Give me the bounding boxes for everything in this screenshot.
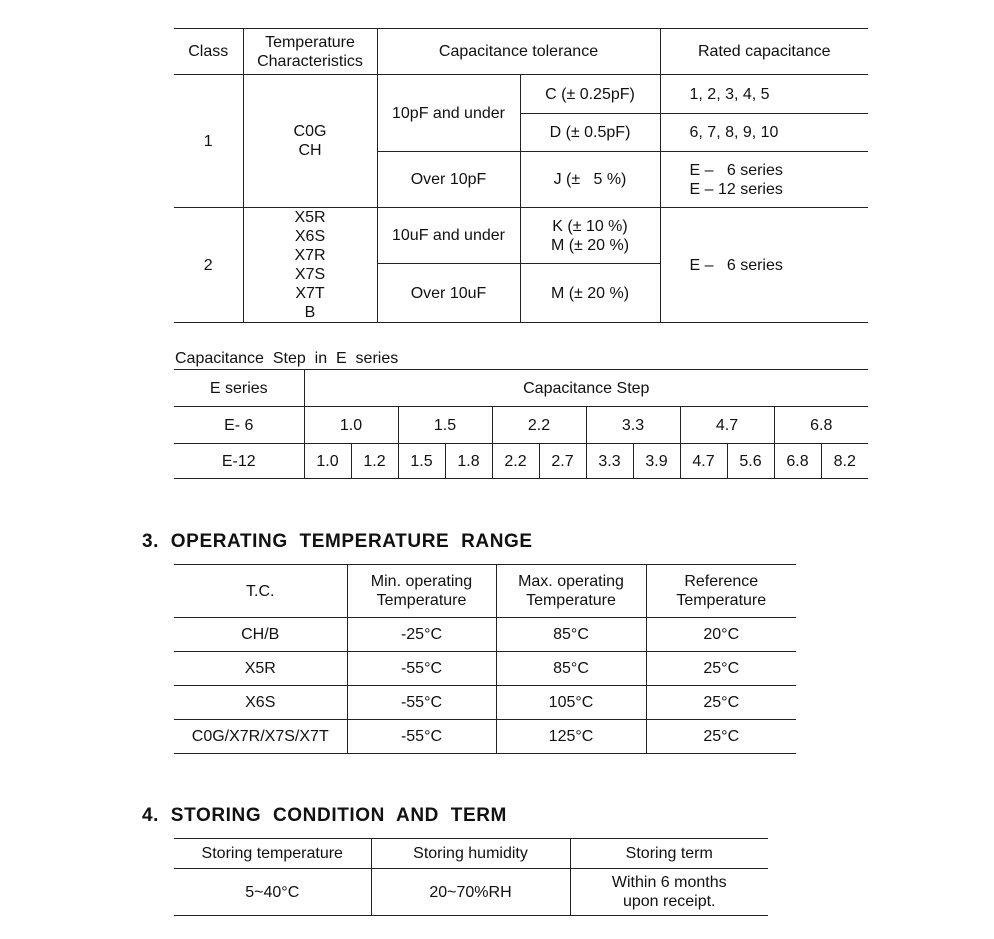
e6-label: E- 6 — [174, 407, 304, 444]
reference-temp-cell: 20°C — [646, 618, 796, 652]
header-capacitance-tolerance: Capacitance tolerance — [377, 29, 660, 75]
class2-range-small: 10uF and under — [377, 208, 520, 264]
storing-temperature-value: 5~40°C — [174, 869, 371, 916]
capacitance-step-header: Capacitance Step — [304, 370, 868, 407]
header-rated-capacitance: Rated capacitance — [660, 29, 868, 75]
section-4-heading: 4. STORING CONDITION AND TERM — [142, 805, 507, 826]
table-row — [174, 720, 796, 754]
class1-rated-d: 6, 7, 8, 9, 10 — [660, 114, 868, 152]
class1-range-small: 10pF and under — [377, 75, 520, 152]
operating-temperature-table — [174, 564, 796, 754]
e12-value: 2.2 — [492, 444, 539, 479]
e12-value: 3.9 — [633, 444, 680, 479]
e-series-title: Capacitance Step in E series — [175, 350, 399, 367]
e6-value: 2.2 — [492, 407, 586, 444]
e12-value: 3.3 — [586, 444, 633, 479]
e12-value: 1.8 — [445, 444, 492, 479]
storing-term-value: Within 6 months upon receipt. — [570, 869, 768, 916]
class1-tolerance-j: J (± 5 %) — [520, 152, 660, 208]
table-row — [174, 652, 796, 686]
header-tc: T.C. — [174, 565, 347, 618]
header-min-temp: Min. operating Temperature — [347, 565, 496, 618]
header-storing-term: Storing term — [570, 839, 768, 869]
e12-value: 5.6 — [727, 444, 774, 479]
table-row — [174, 686, 796, 720]
class2-tolerance-m: M (± 20 %) — [520, 264, 660, 323]
reference-temp-cell: 25°C — [646, 720, 796, 754]
storing-condition-table — [174, 838, 768, 916]
max-temp-cell: 85°C — [496, 618, 646, 652]
min-temp-cell: -55°C — [347, 686, 496, 720]
e6-value: 3.3 — [586, 407, 680, 444]
tc-cell: X5R — [174, 652, 347, 686]
class1-tolerance-d: D (± 0.5pF) — [520, 114, 660, 152]
e12-value: 6.8 — [774, 444, 821, 479]
e6-value: 4.7 — [680, 407, 774, 444]
e-series-header: E series — [174, 370, 304, 407]
e12-label: E-12 — [174, 444, 304, 479]
class2-tolerance-km: K (± 10 %) M (± 20 %) — [520, 208, 660, 264]
class2-temp-char: X5R X6S X7R X7S X7T B — [243, 208, 377, 323]
e12-row — [174, 444, 868, 479]
storing-humidity-value: 20~70%RH — [371, 869, 570, 916]
e12-value: 4.7 — [680, 444, 727, 479]
max-temp-cell: 125°C — [496, 720, 646, 754]
e-series-table — [174, 369, 868, 479]
min-temp-cell: -25°C — [347, 618, 496, 652]
class1-temp-char: C0G CH — [243, 75, 377, 208]
header-class: Class — [174, 29, 243, 75]
tc-cell: CH/B — [174, 618, 347, 652]
class2-range-large: Over 10uF — [377, 264, 520, 323]
class1-rated-j: E – 6 series E – 12 series — [660, 152, 868, 208]
table-row — [174, 618, 796, 652]
e6-value: 6.8 — [774, 407, 868, 444]
e12-value: 1.0 — [304, 444, 351, 479]
class1-rated-c: 1, 2, 3, 4, 5 — [660, 75, 868, 114]
e12-value: 8.2 — [821, 444, 868, 479]
header-temperature-characteristics: Temperature Characteristics — [243, 29, 377, 75]
class1-label: 1 — [174, 75, 243, 208]
class2-rated: E – 6 series — [660, 208, 868, 323]
section-3-heading: 3. OPERATING TEMPERATURE RANGE — [142, 531, 533, 552]
tc-cell: X6S — [174, 686, 347, 720]
tc-cell: C0G/X7R/X7S/X7T — [174, 720, 347, 754]
e12-value: 1.2 — [351, 444, 398, 479]
e12-value: 1.5 — [398, 444, 445, 479]
e6-value: 1.0 — [304, 407, 398, 444]
class1-tolerance-c: C (± 0.25pF) — [520, 75, 660, 114]
max-temp-cell: 85°C — [496, 652, 646, 686]
min-temp-cell: -55°C — [347, 652, 496, 686]
class2-label: 2 — [174, 208, 243, 323]
reference-temp-cell: 25°C — [646, 686, 796, 720]
reference-temp-cell: 25°C — [646, 652, 796, 686]
header-storing-humidity: Storing humidity — [371, 839, 570, 869]
min-temp-cell: -55°C — [347, 720, 496, 754]
max-temp-cell: 105°C — [496, 686, 646, 720]
capacitance-class-table — [174, 28, 868, 323]
class1-range-large: Over 10pF — [377, 152, 520, 208]
header-max-temp: Max. operating Temperature — [496, 565, 646, 618]
header-reference-temp: Reference Temperature — [646, 565, 796, 618]
e6-row — [174, 407, 868, 444]
e12-value: 2.7 — [539, 444, 586, 479]
header-storing-temperature: Storing temperature — [174, 839, 371, 869]
e6-value: 1.5 — [398, 407, 492, 444]
